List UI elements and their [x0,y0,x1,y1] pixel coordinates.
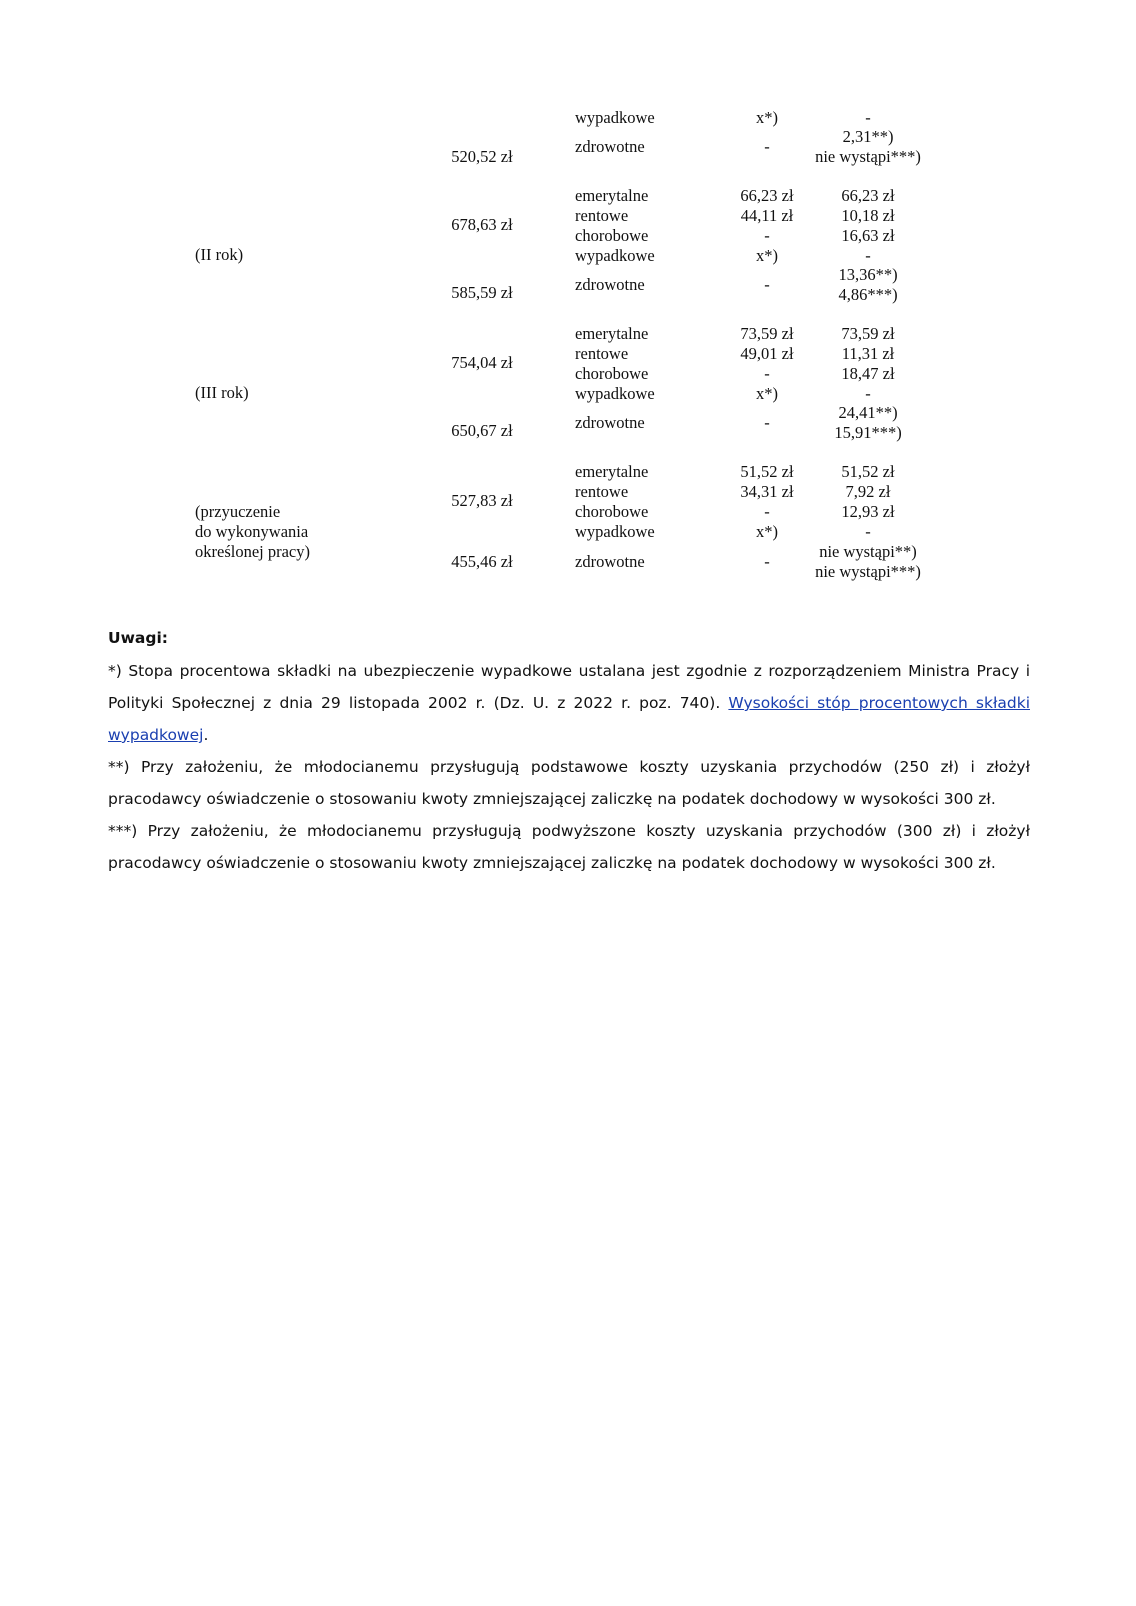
row-value-employer: 44,11 zł [740,206,794,225]
row-label: emerytalne [575,462,649,481]
base-spoleczne: 527,83 zł [451,491,513,510]
row-value-refund: 11,31 zł [841,344,895,363]
row-value-refund: - [865,246,871,265]
row-value-employer: x*) [756,246,778,265]
accident-rates-link[interactable]: Wysokości stóp procentowych składki wypadkowej [108,694,1030,744]
row-value-employer: - [764,552,770,571]
row-label: zdrowotne [575,137,645,156]
row-value-refund: 7,92 zł [845,482,891,501]
row-value-refund: 16,63 zł [841,226,895,245]
row-value-employer: x*) [756,384,778,403]
row-value-refund: 4,86***) [838,285,898,304]
row-value-employer: - [764,364,770,383]
row-value-employer: 34,31 zł [740,482,794,501]
base-zdrowotne: 585,59 zł [451,283,513,302]
row-value-refund: 51,52 zł [841,462,895,481]
row-label: wypadkowe [575,246,655,265]
row-value-refund: nie wystąpi***) [815,147,921,166]
note-increased-costs: ***) Przy założeniu, że młodocianemu przysługują podwyższone koszty uzyskania przychodów (300 zł) i złożył pracodawcy oświadczenie o stosowaniu kwoty zmniejszającej zaliczkę na podatek dochodowy w wysokości 300 zł. [108,822,1030,872]
group-label: (III rok) [195,383,249,402]
row-value-refund: nie wystąpi**) [819,542,917,561]
row-value-refund: 12,93 zł [841,502,895,521]
row-label: wypadkowe [575,384,655,403]
group-label: (II rok) [195,245,244,264]
notes-section [108,625,1030,879]
row-value-refund: - [865,108,871,127]
base-zdrowotne: 455,46 zł [451,552,513,571]
row-value-refund: 15,91***) [834,423,902,442]
row-value-refund: 73,59 zł [841,324,895,343]
row-value-refund: 24,41**) [838,403,898,422]
note-text: *) Stopa procentowa składki na ubezpieczenie wypadkowe ustalana jest zgodnie z rozporządzeniem Ministra Pracy i Polityki Społecznej z dnia 29 listopada 2002 r. (Dz. U. z 2022 r. poz. 740). [108,662,1030,712]
row-label: emerytalne [575,324,649,343]
row-value-employer: - [764,226,770,245]
row-value-refund: 13,36**) [838,265,898,284]
base-spoleczne: 754,04 zł [451,353,513,372]
note-accident-rate [108,655,1030,751]
row-value-refund: nie wystąpi***) [815,562,921,581]
row-value-employer: - [764,137,770,156]
row-value-employer: - [764,413,770,432]
row-label: rentowe [575,344,629,363]
row-label: chorobowe [575,502,649,521]
group-label: (przyuczenie [195,502,281,521]
row-value-refund: - [865,384,871,403]
row-label: rentowe [575,206,629,225]
row-label: chorobowe [575,364,649,383]
row-value-employer: x*) [756,108,778,127]
row-value-employer: - [764,502,770,521]
row-value-employer: 49,01 zł [740,344,794,363]
base-spoleczne: 678,63 zł [451,215,513,234]
base-zdrowotne: 520,52 zł [451,147,513,166]
row-label: zdrowotne [575,275,645,294]
group-label: określonej pracy) [195,542,310,561]
row-value-refund: - [865,522,871,541]
note-basic-costs: **) Przy założeniu, że młodocianemu przysługują podstawowe koszty uzyskania przychodów (250 zł) i złożył pracodawcy oświadczenie o stosowaniu kwoty zmniejszającej zaliczkę na podatek dochodowy w wysokości 300 zł. [108,758,1030,808]
row-value-refund: 10,18 zł [841,206,895,225]
row-label: rentowe [575,482,629,501]
row-value-employer: - [764,275,770,294]
group-label: do wykonywania [195,522,309,541]
base-zdrowotne: 650,67 zł [451,421,513,440]
row-value-employer: x*) [756,522,778,541]
row-label: zdrowotne [575,552,645,571]
row-value-refund: 66,23 zł [841,186,895,205]
notes-heading: Uwagi: [108,629,168,647]
row-value-employer: 66,23 zł [740,186,794,205]
row-label: emerytalne [575,186,649,205]
note-text-end: . [203,726,209,744]
row-value-refund: 18,47 zł [841,364,895,383]
row-label: wypadkowe [575,108,655,127]
row-label: zdrowotne [575,413,645,432]
row-value-employer: 73,59 zł [740,324,794,343]
row-value-refund: 2,31**) [842,127,894,146]
row-label: wypadkowe [575,522,655,541]
row-label: chorobowe [575,226,649,245]
row-value-employer: 51,52 zł [740,462,794,481]
